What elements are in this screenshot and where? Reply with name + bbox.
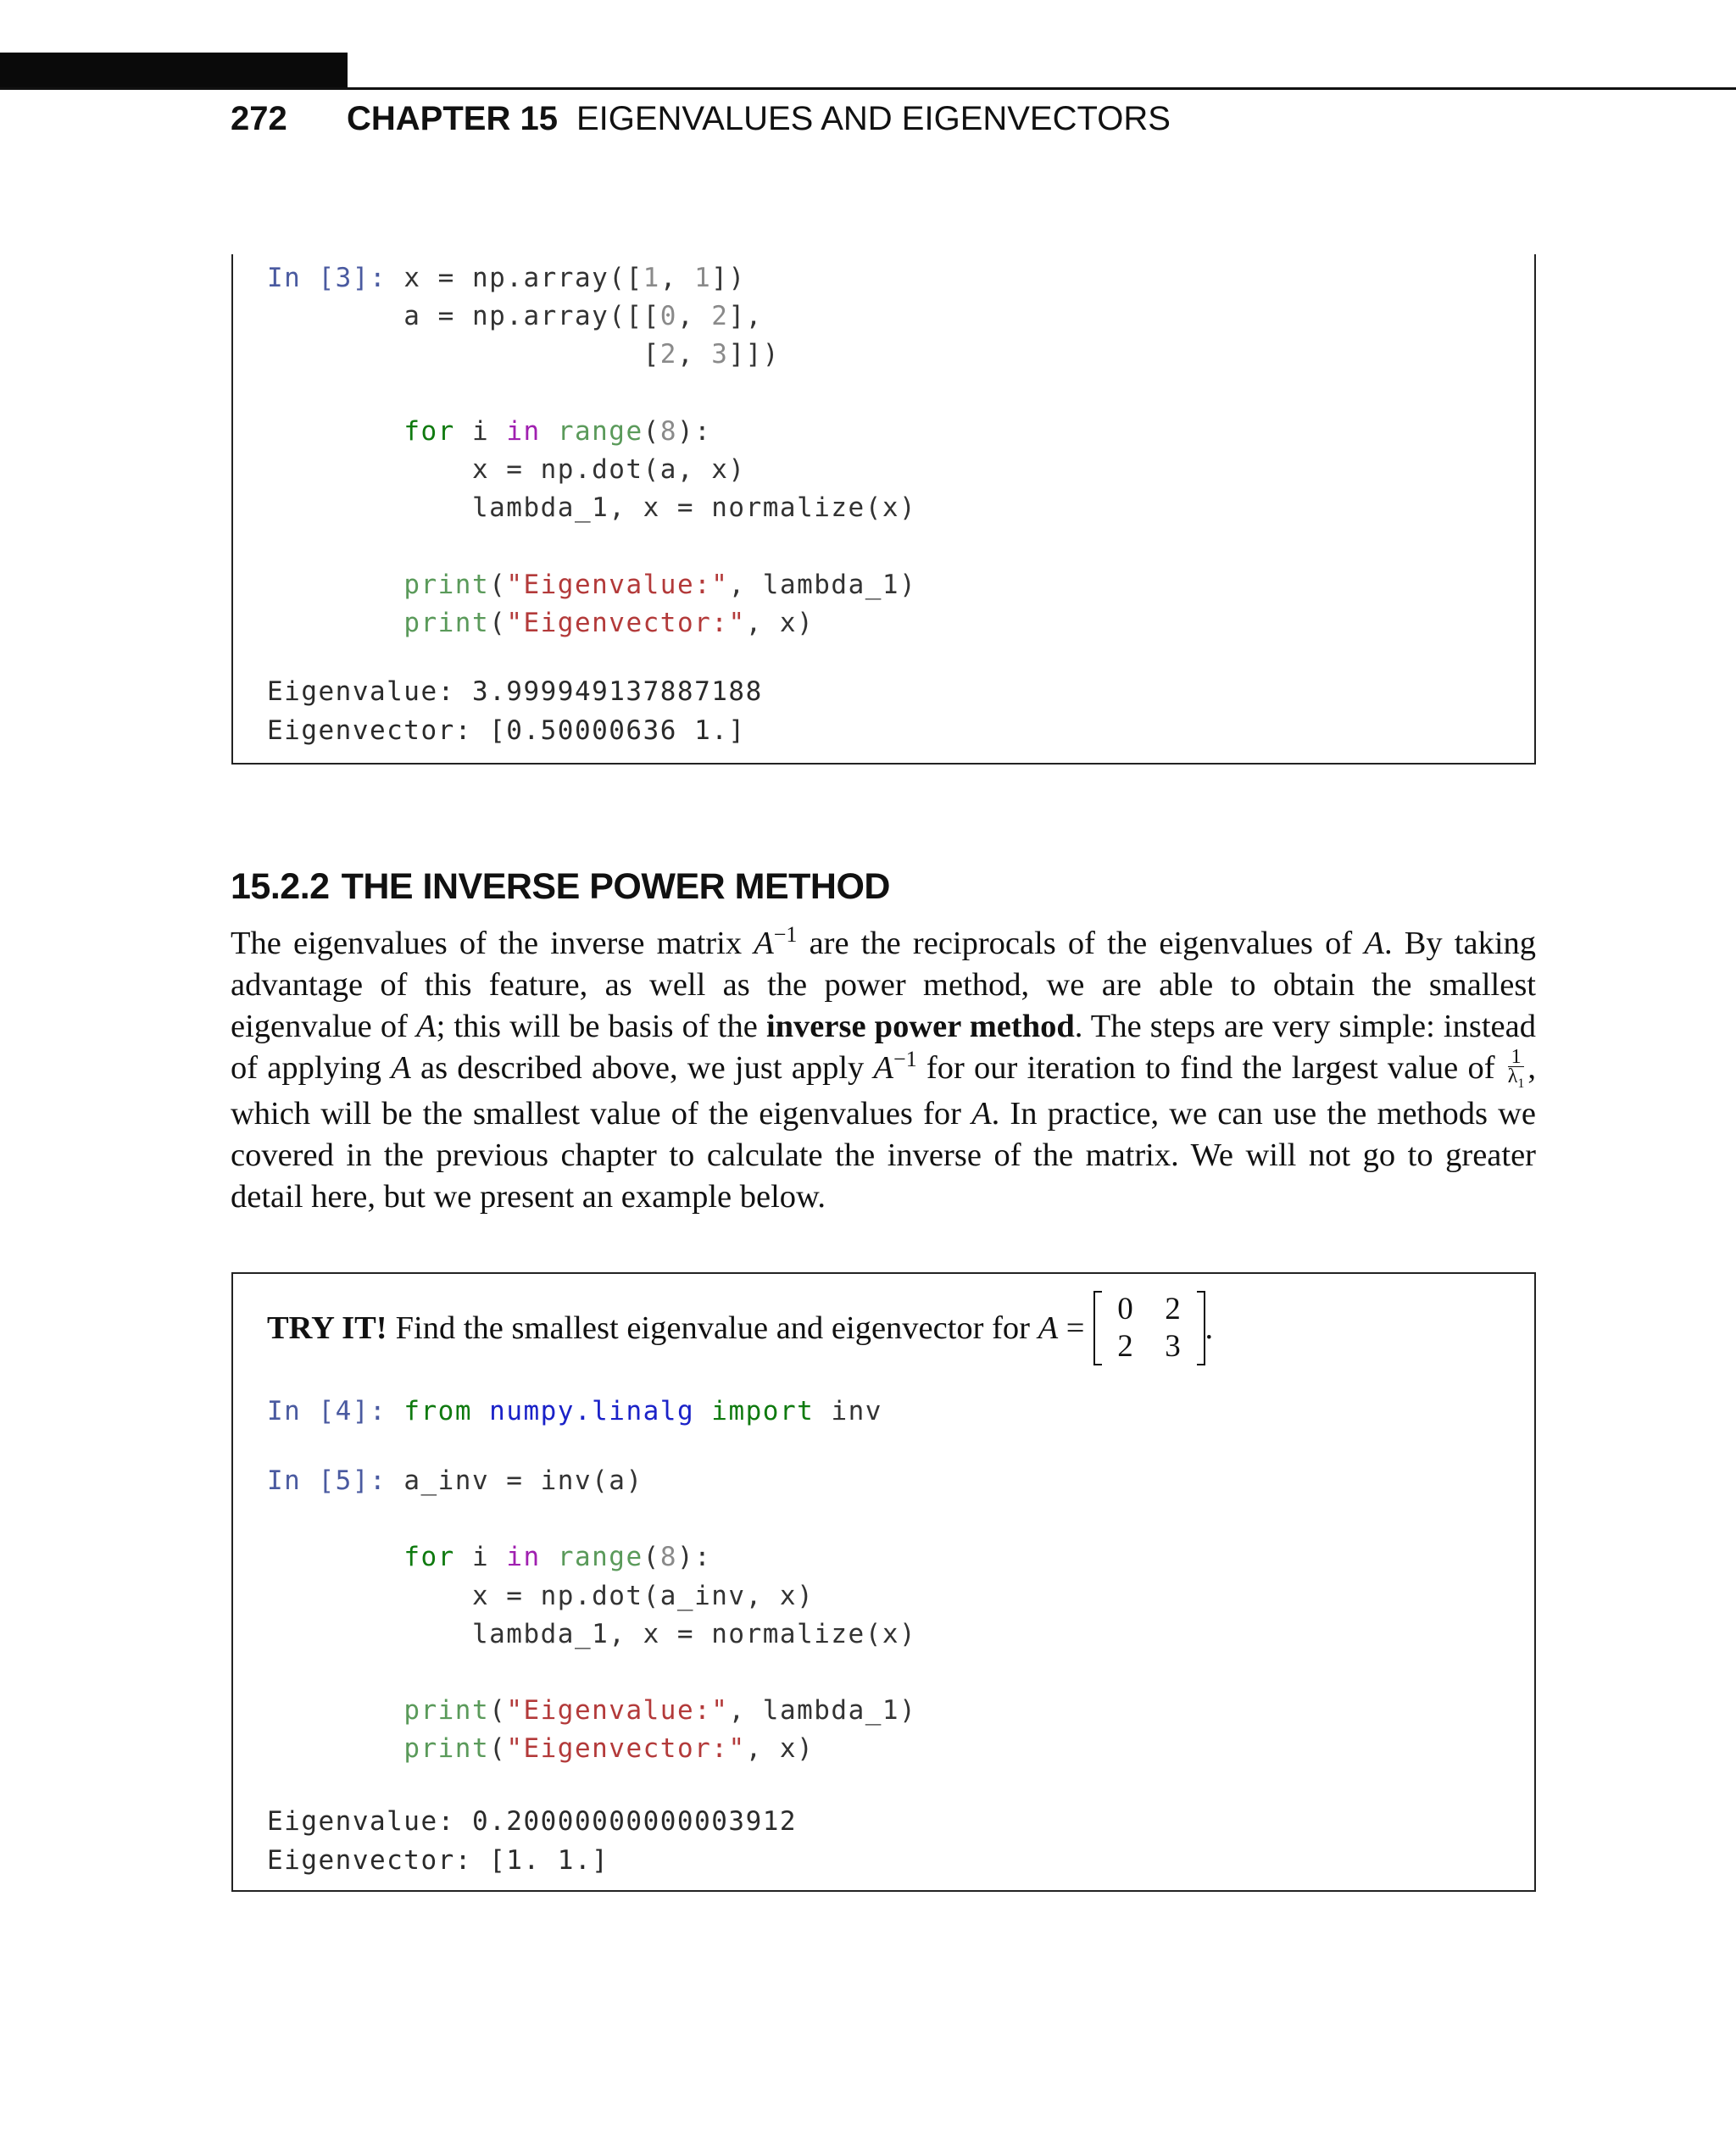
section-title: THE INVERSE POWER METHOD [341,866,890,907]
code-cell-5: In [5]: a_inv = inv(a) for i in range(8): x = np.dot(a_inv, x) lambda_1, x = normalize(x) print("Eigenvalue:", lambda_1) print("Eigenvector:", x) [267,1465,917,1765]
try-it-label: TRY IT! [267,1310,387,1346]
chapter-title: EIGENVALUES AND EIGENVECTORS [576,99,1171,137]
code-box-continued [231,254,1536,765]
try-it-text: Find the smallest eigenvalue and eigenvector for [395,1310,1030,1346]
try-it-statement: TRY IT! Find the smallest eigenvalue and eigenvector for A = 0 2 2 3 . [267,1292,1214,1364]
matrix-a: 0 2 2 3 [1093,1291,1205,1365]
chapter-label: CHAPTER 15 [347,99,558,137]
section-number: 15.2.2 [231,866,330,907]
code-output-5: Eigenvalue: 0.20000000000003912 Eigenvector: [1. 1.] [267,1806,798,1876]
header-rule [0,87,1736,90]
bold-term: inverse power method [765,1009,1075,1044]
section-heading [231,866,890,908]
body-paragraph: The eigenvalues of the inverse matrix $A^{-1}$ are the reciprocals of the eigenvalues of A. By taking advantage of this feature, as well as the power method, we are able to obtain the smallest eigenvalue of A; this will be basis of the inverse power method. The steps are very simple: instead of applying A as described above, we just apply $A^{-1}$ for our iteration to find the largest value of $\frac{1}{\lambda_1}$ , which will be the smallest value of the eigenvalues for A. In practice, we can use the methods we covered in the previous chapter to calculate the inverse of the matrix. We will not go to greater detail here, but we present an example below. [231,922,1537,1215]
page-number: 272 [231,99,287,137]
fraction-one-over-lambda: $\frac{1}{\lambda_1}$ [1507,1046,1525,1092]
running-header [231,95,1171,142]
code-cell-3: In [3]: x = np.array([1, 1]) a = np.array([[0, 2], [2, 3]]) for i in range(8): x = np.dot(a, x) lambda_1, x = normalize(x) print("Eigenvalue:", lambda_1) print("Eigenvector:", x) [267,263,917,638]
code-output-3: Eigenvalue: 3.999949137887188 Eigenvector: [0.50000636 1.] [267,676,763,746]
header-bar [0,53,348,89]
code-cell-4: In [4]: from numpy.linalg import inv [267,1396,882,1426]
try-it-box [231,1272,1536,1892]
